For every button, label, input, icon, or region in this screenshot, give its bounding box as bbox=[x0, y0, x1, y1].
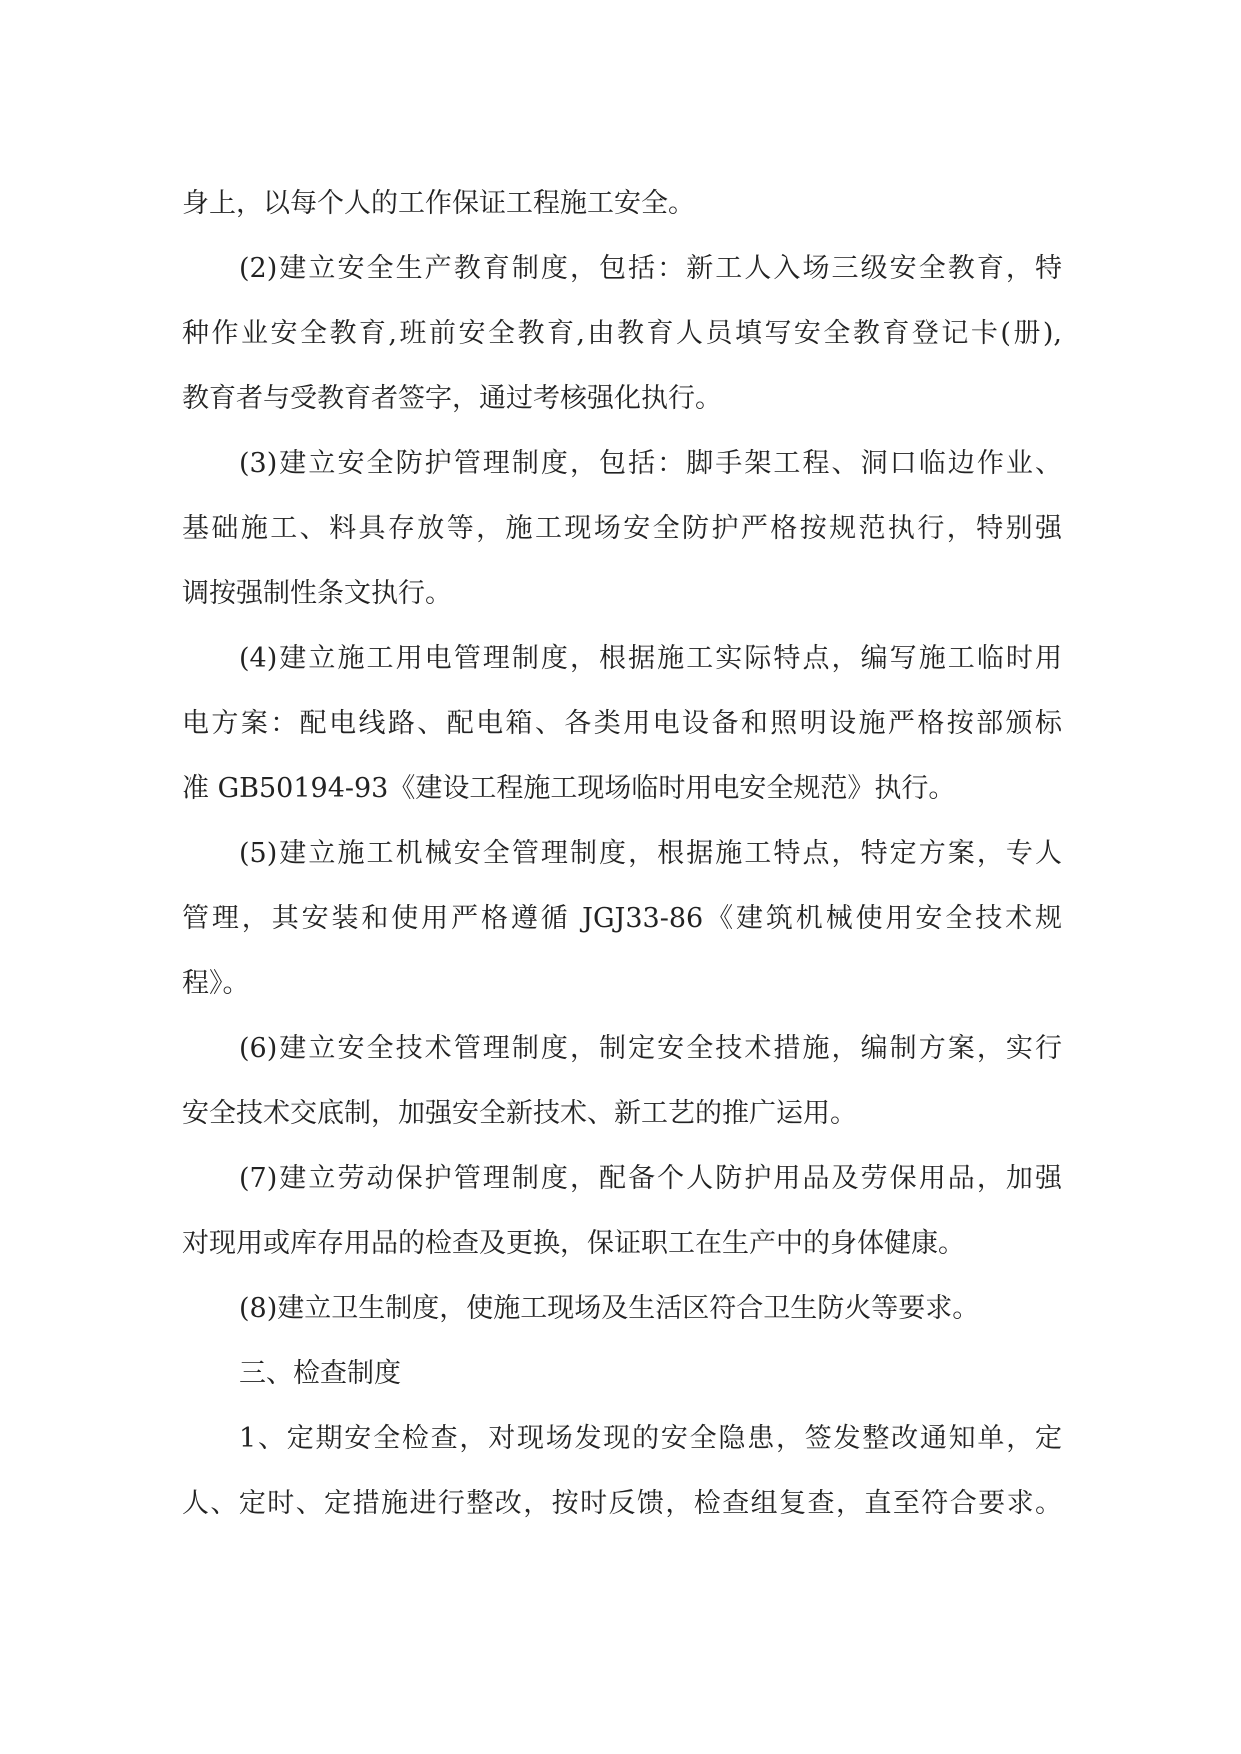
paragraph-2-line: (2)建立安全生产教育制度，包括：新工人入场三级安全教育，特 bbox=[239, 253, 1062, 284]
text-line: 准 GB50194-93《建设工程施工现场临时用电安全规范》执行。 bbox=[182, 773, 956, 804]
text-line: 管理，其安装和使用严格遵循 JGJ33-86《建筑机械使用安全技术规 bbox=[182, 903, 1062, 934]
paragraph-4-line: (4)建立施工用电管理制度，根据施工实际特点，编写施工临时用 bbox=[239, 643, 1062, 674]
paragraph-3-line: (3)建立安全防护管理制度，包括：脚手架工程、洞口临边作业、 bbox=[239, 448, 1062, 479]
text-line: 种作业安全教育,班前安全教育,由教育人员填写安全教育登记卡(册), bbox=[182, 318, 1062, 349]
text-line: 调按强制性条文执行。 bbox=[182, 578, 452, 609]
text-line: 教育者与受教育者签字，通过考核强化执行。 bbox=[182, 383, 722, 414]
paragraph-6-line: (6)建立安全技术管理制度，制定安全技术措施，编制方案，实行 bbox=[239, 1033, 1062, 1064]
text-line: 身上，以每个人的工作保证工程施工安全。 bbox=[182, 188, 695, 219]
section-heading: 三、检查制度 bbox=[239, 1358, 401, 1389]
item-1-line: 1、定期安全检查，对现场发现的安全隐患，签发整改通知单，定 bbox=[239, 1423, 1062, 1454]
text-line: 电方案：配电线路、配电箱、各类用电设备和照明设施严格按部颁标 bbox=[182, 708, 1062, 739]
text-line: 程》。 bbox=[182, 968, 250, 999]
paragraph-5-line: (5)建立施工机械安全管理制度，根据施工特点，特定方案，专人 bbox=[239, 838, 1062, 869]
text-line: 基础施工、料具存放等，施工现场安全防护严格按规范执行，特别强 bbox=[182, 513, 1062, 544]
text-line: 安全技术交底制，加强安全新技术、新工艺的推广运用。 bbox=[182, 1098, 857, 1129]
text-line: 对现用或库存用品的检查及更换，保证职工在生产中的身体健康。 bbox=[182, 1228, 965, 1259]
paragraph-8-line: (8)建立卫生制度，使施工现场及生活区符合卫生防火等要求。 bbox=[239, 1293, 980, 1324]
paragraph-7-line: (7)建立劳动保护管理制度，配备个人防护用品及劳保用品，加强 bbox=[239, 1163, 1062, 1194]
text-line: 人、定时、定措施进行整改，按时反馈，检查组复查，直至符合要求。 bbox=[182, 1488, 1062, 1519]
